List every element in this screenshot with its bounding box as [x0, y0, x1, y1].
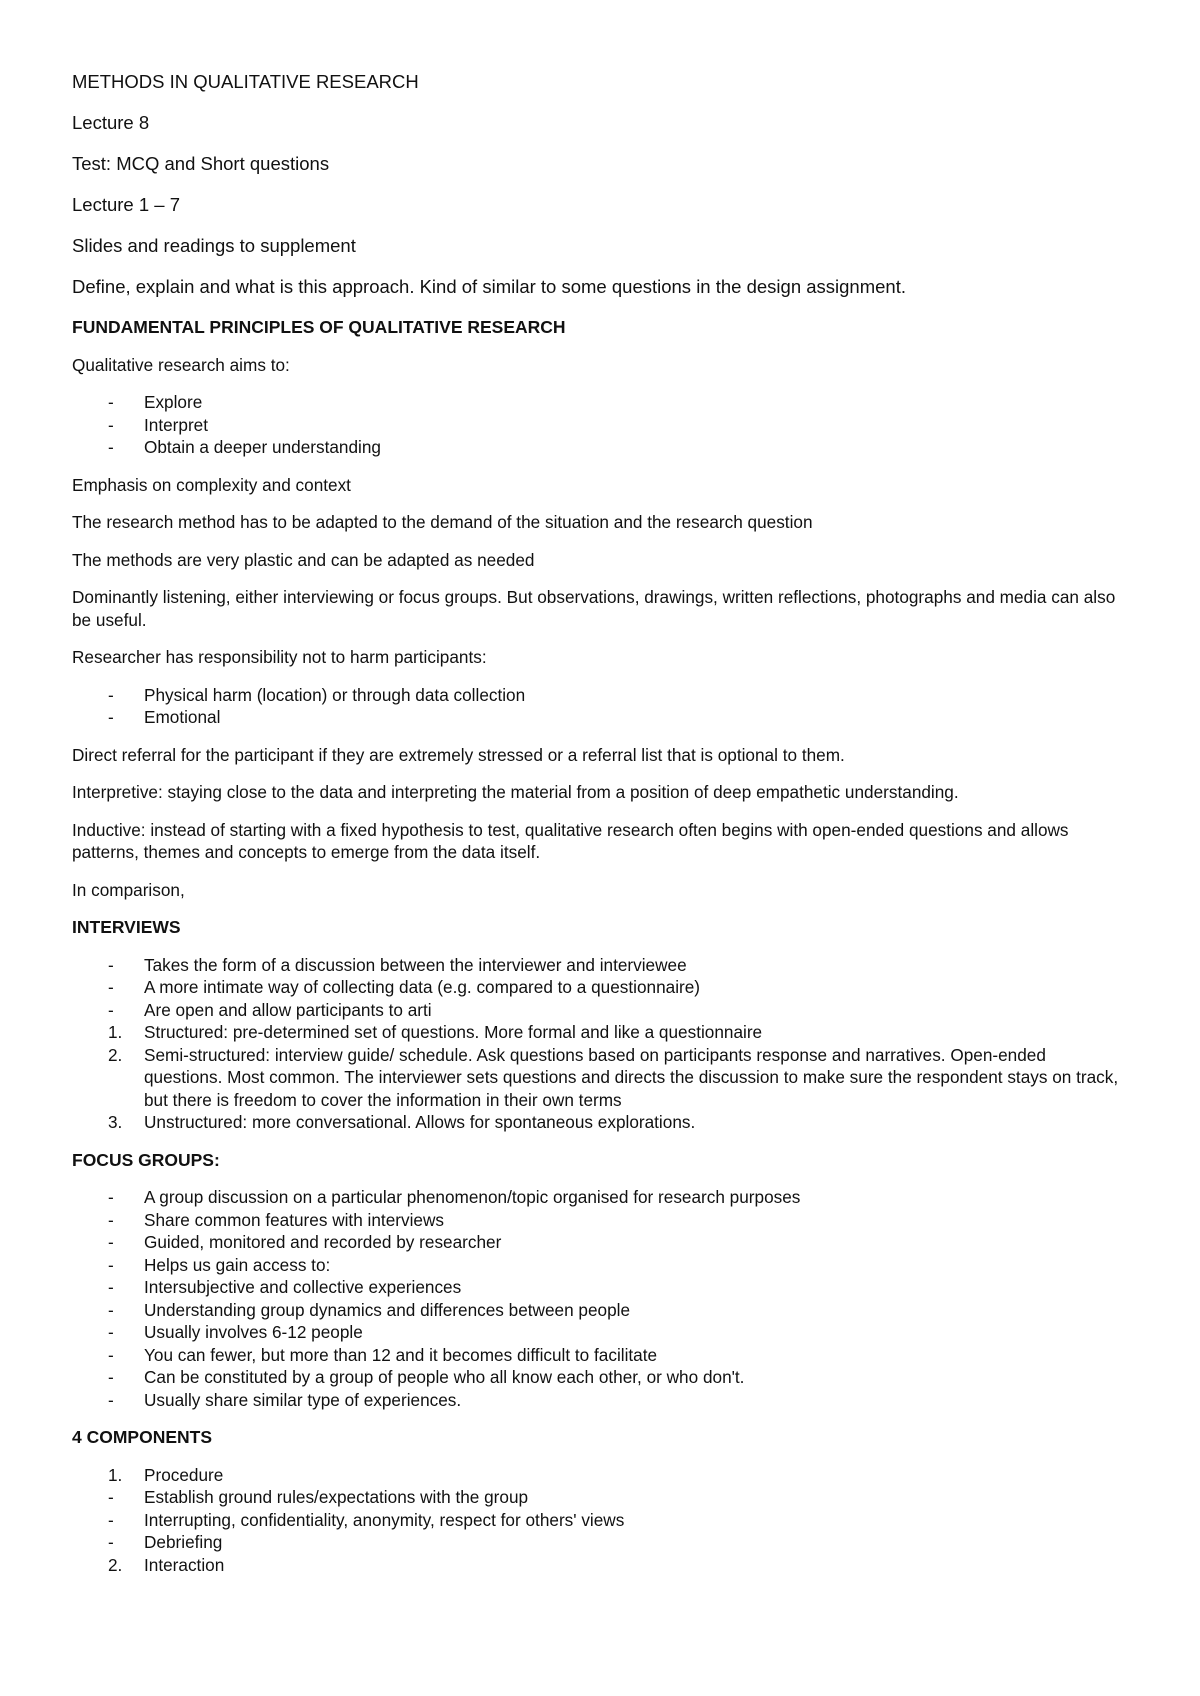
plastic-paragraph: The methods are very plastic and can be adapted as needed — [72, 549, 535, 570]
list-item-text: Interpret — [144, 414, 209, 435]
list-item — [72, 1186, 1128, 1209]
document-title: METHODS IN QUALITATIVE RESEARCH — [72, 71, 419, 92]
list-item — [72, 1276, 1128, 1299]
list-marker: - — [108, 707, 114, 727]
list-marker: - — [108, 1187, 114, 1207]
list-item — [72, 1021, 1128, 1044]
study-guidance: Define, explain and what is this approach. Kind of similar to some questions in the design assignment. — [72, 276, 906, 297]
test-format: Test: MCQ and Short questions — [72, 153, 330, 174]
list-item-text: Takes the form of a discussion between the interviewer and interviewee — [144, 954, 687, 975]
interpretive-paragraph: Interpretive: staying close to the data and interpreting the material from a position of deep empathetic understanding. — [72, 782, 959, 802]
list-item-text: Interaction — [144, 1554, 225, 1575]
list-item — [72, 436, 1128, 459]
referral-paragraph: Direct referral for the participant if they are extremely stressed or a referral list that is optional to them. — [72, 744, 845, 765]
list-item — [72, 1464, 1128, 1487]
list-marker: - — [108, 414, 114, 435]
aims-intro: Qualitative research aims to: — [72, 354, 290, 375]
list-item — [72, 414, 1128, 437]
aims-list — [72, 391, 1128, 459]
comparison-paragraph: In comparison, — [72, 879, 185, 900]
list-item-text: A more intimate way of collecting data (e.g. compared to a questionnaire) — [144, 977, 701, 997]
list-item-text: Explore — [144, 392, 203, 412]
study-materials: Slides and readings to supplement — [72, 235, 356, 256]
list-item — [72, 684, 1128, 707]
list-item-text: Procedure — [144, 1464, 224, 1485]
lecture-number: Lecture 8 — [72, 112, 150, 133]
list-item-text: Can be constituted by a group of people who all know each other, or who don't. — [144, 1367, 745, 1387]
list-item-text: A group discussion on a particular phenomenon/topic organised for research purposes — [144, 1187, 801, 1207]
emphasis-paragraph: Emphasis on complexity and context — [72, 474, 351, 495]
list-item — [72, 1509, 1128, 1532]
list-item — [72, 1299, 1128, 1322]
list-marker: 1. — [108, 1022, 123, 1042]
list-item-text: Share common features with interviews — [144, 1209, 444, 1230]
list-item-text: Debriefing — [144, 1532, 223, 1552]
list-marker: - — [108, 1299, 114, 1320]
list-item — [72, 1531, 1128, 1554]
list-item-text: Unstructured: more conversational. Allows for spontaneous explorations. — [144, 1112, 696, 1132]
listening-paragraph: Dominantly listening, either interviewing or focus groups. But observations, drawings, written reflections, photographs and media can also be useful. — [72, 587, 1116, 630]
list-item-text: You can fewer, but more than 12 and it becomes difficult to facilitate — [144, 1344, 658, 1365]
list-item-text: Physical harm (location) or through data collection — [144, 684, 526, 705]
list-marker: - — [108, 437, 114, 457]
list-item-text: Helps us gain access to: — [144, 1254, 331, 1275]
list-marker: - — [108, 1367, 114, 1387]
list-marker: - — [108, 392, 114, 412]
list-item — [72, 391, 1128, 414]
list-marker: - — [108, 1344, 114, 1365]
list-marker: - — [108, 977, 114, 997]
list-item — [72, 976, 1128, 999]
list-item-text: Obtain a deeper understanding — [144, 437, 381, 457]
focus-groups-list — [72, 1186, 1128, 1411]
list-marker: 3. — [108, 1112, 123, 1132]
list-item-text: Establish ground rules/expectations with the group — [144, 1487, 529, 1507]
list-item-text: Understanding group dynamics and differences between people — [144, 1299, 631, 1320]
list-marker: - — [108, 1209, 114, 1230]
list-item — [72, 954, 1128, 977]
list-item — [72, 1366, 1128, 1389]
list-marker: - — [108, 1487, 114, 1507]
list-item — [72, 1254, 1128, 1277]
list-marker: - — [108, 684, 114, 705]
list-item-text: Guided, monitored and recorded by researcher — [144, 1232, 502, 1252]
components-list — [72, 1464, 1128, 1577]
list-marker: - — [108, 1532, 114, 1552]
list-marker: - — [108, 1322, 114, 1342]
list-item — [72, 1111, 1128, 1134]
list-marker: 2. — [108, 1044, 123, 1065]
list-marker: - — [108, 1509, 114, 1530]
list-marker: 2. — [108, 1554, 123, 1575]
list-item-text: Usually involves 6-12 people — [144, 1322, 363, 1342]
list-marker: - — [108, 954, 114, 975]
list-item-text: Structured: pre-determined set of questions. More formal and like a questionnaire — [144, 1022, 763, 1042]
list-item — [72, 1231, 1128, 1254]
harms-list — [72, 684, 1128, 729]
list-item — [72, 1344, 1128, 1367]
list-item — [72, 1554, 1128, 1577]
list-item-text: Emotional — [144, 707, 221, 727]
list-item — [72, 1209, 1128, 1232]
list-marker: - — [108, 999, 114, 1020]
list-marker: - — [108, 1389, 114, 1410]
list-item-text: Are open and allow participants to arti — [144, 999, 432, 1020]
list-item-text: Usually share similar type of experiences. — [144, 1389, 462, 1410]
list-item — [72, 1486, 1128, 1509]
fundamentals-heading: FUNDAMENTAL PRINCIPLES OF QUALITATIVE RESEARCH — [72, 317, 566, 337]
list-marker: - — [108, 1232, 114, 1252]
interviews-list — [72, 954, 1128, 1134]
list-marker: - — [108, 1277, 114, 1297]
list-item — [72, 1044, 1128, 1112]
list-marker: - — [108, 1254, 114, 1275]
list-item — [72, 706, 1128, 729]
lecture-range: Lecture 1 – 7 — [72, 194, 180, 215]
list-item-text: Intersubjective and collective experiences — [144, 1277, 462, 1297]
list-item — [72, 1321, 1128, 1344]
list-item-text: Interrupting, confidentiality, anonymity, respect for others' views — [144, 1509, 625, 1530]
inductive-paragraph: Inductive: instead of starting with a fixed hypothesis to test, qualitative research often begins with open-ended questions and allows patterns, themes and concepts to emerge from the data itself. — [72, 819, 1069, 862]
list-item — [72, 1389, 1128, 1412]
harm-intro: Researcher has responsibility not to harm participants: — [72, 647, 487, 667]
interviews-heading: INTERVIEWS — [72, 917, 181, 937]
focus-groups-heading: FOCUS GROUPS: — [72, 1149, 220, 1170]
list-item — [72, 999, 1128, 1022]
method-adapted-paragraph: The research method has to be adapted to the demand of the situation and the research question — [72, 512, 813, 532]
components-heading: 4 COMPONENTS — [72, 1427, 213, 1447]
list-marker: 1. — [108, 1464, 123, 1485]
list-item-text: Semi-structured: interview guide/ schedule. Ask questions based on participants response and narratives. Open-ended questions. Most common. The interviewer sets questions and directs the discussion to make sure the respondent stays on track, but there is freedom to cover the information in their own terms — [144, 1044, 1119, 1110]
